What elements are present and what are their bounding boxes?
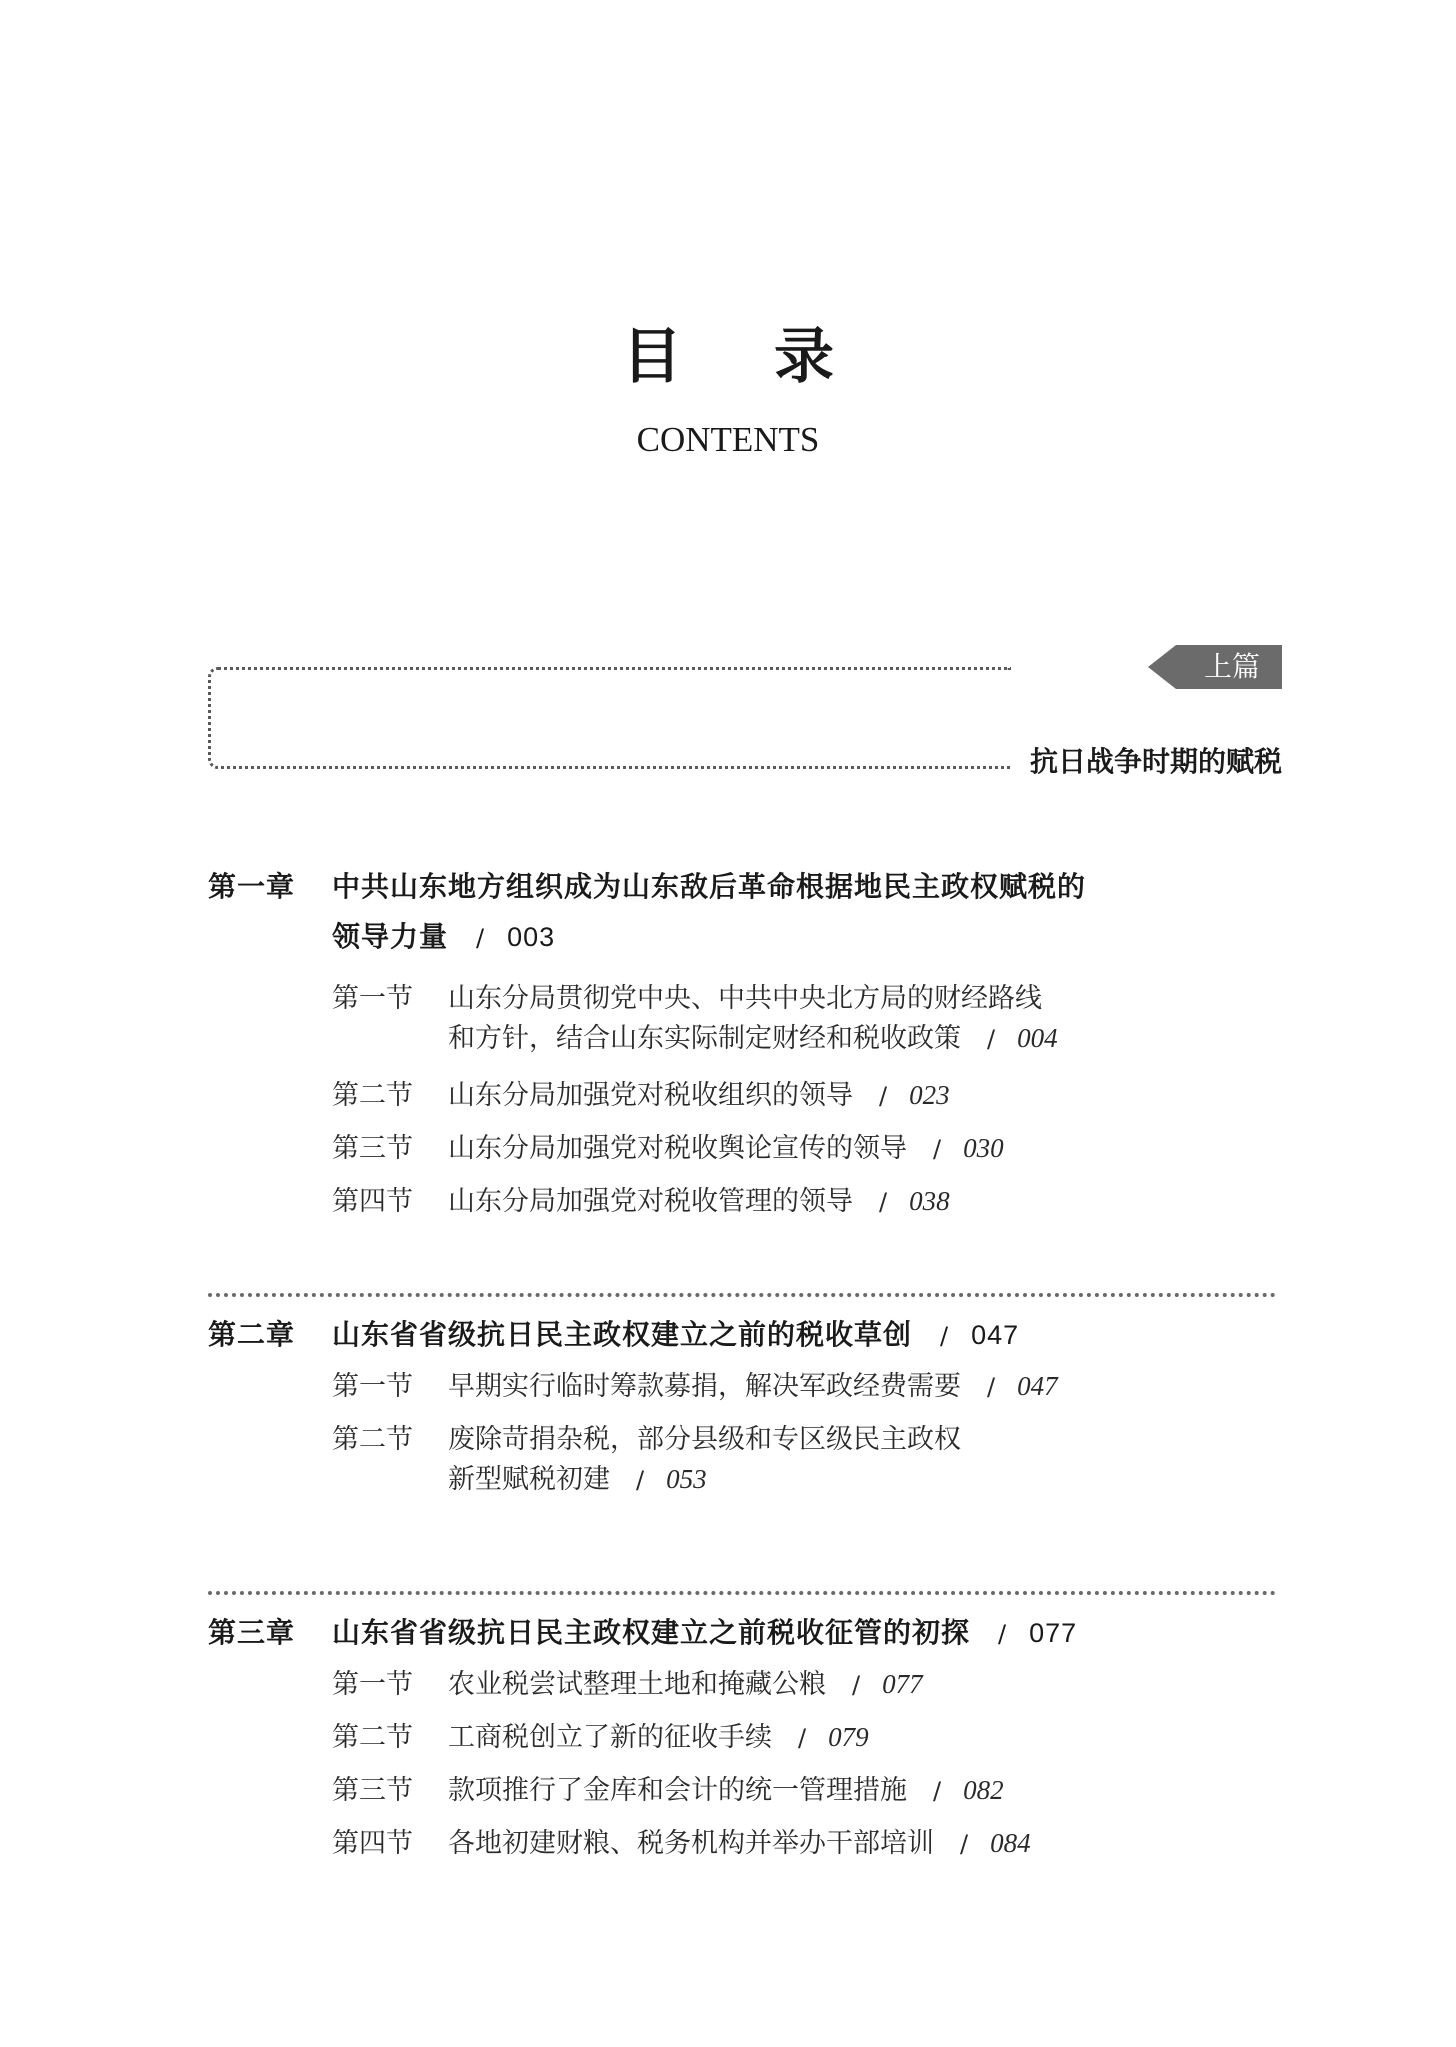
separator: /: [636, 1466, 645, 1494]
chapter-page: 003: [507, 922, 556, 952]
section-row: [208, 972, 1282, 1016]
part-tag-label: 上篇: [1203, 650, 1260, 683]
section-label: 第二节: [332, 1722, 413, 1753]
section-row: [208, 1069, 1282, 1122]
page-subtitle: CONTENTS: [636, 420, 820, 459]
section-page: 079: [828, 1722, 869, 1752]
section-title-line2: 和方针，结合山东实际制定财经和税收政策: [448, 1023, 961, 1054]
section-row: [208, 1711, 1282, 1764]
chapter-3: [208, 1608, 1282, 1870]
chapter-1: [208, 862, 1282, 1228]
separator: /: [879, 1082, 888, 1110]
section-title: 山东分局加强党对税收舆论宣传的领导: [448, 1133, 907, 1164]
chapter-divider: [208, 1591, 1276, 1595]
separator: /: [998, 1620, 1008, 1648]
section-label: 第四节: [332, 1828, 413, 1859]
section-title: 工商税创立了新的征收手续: [448, 1722, 772, 1753]
chapter-page: 077: [1029, 1618, 1078, 1648]
section-row: [208, 1764, 1282, 1817]
section-row: [208, 1658, 1282, 1711]
separator: /: [940, 1322, 950, 1350]
section-title-line1: 废除苛捐杂税，部分县级和专区级民主政权: [448, 1424, 961, 1455]
separator: /: [852, 1671, 861, 1699]
section-row: [208, 1360, 1282, 1413]
section-page: 004: [1017, 1023, 1058, 1053]
section-label: 第二节: [332, 1424, 413, 1455]
part-title: 抗日战争时期的赋税: [1024, 738, 1282, 786]
separator: /: [879, 1188, 888, 1216]
separator: /: [798, 1724, 807, 1752]
section-title: 山东分局加强党对税收管理的领导: [448, 1186, 853, 1217]
section-title-line2: 新型赋税初建: [448, 1464, 610, 1495]
section-title: 山东分局加强党对税收组织的领导: [448, 1080, 853, 1111]
section-page: 084: [990, 1828, 1031, 1858]
section-page: 030: [963, 1133, 1004, 1163]
section-page: 053: [666, 1464, 707, 1494]
section-row: [208, 1817, 1282, 1870]
separator: /: [987, 1025, 996, 1053]
separator: /: [933, 1777, 942, 1805]
part-frame: [208, 667, 1011, 769]
section-label: 第一节: [332, 1669, 413, 1700]
section-title: 农业税尝试整理土地和掩藏公粮: [448, 1669, 826, 1700]
section-row: [208, 1413, 1282, 1457]
section-page: 038: [909, 1186, 950, 1216]
section-title: 早期实行临时筹款募捐，解决军政经费需要: [448, 1371, 961, 1402]
separator: /: [960, 1830, 969, 1858]
section-title: 各地初建财粮、税务机构并举办干部培训: [448, 1828, 934, 1859]
section-page: 082: [963, 1775, 1004, 1805]
part-tag: [1148, 645, 1282, 689]
section-label: 第一节: [332, 1371, 413, 1402]
chapter-divider: [208, 1293, 1276, 1297]
chapter-label: 第一章: [208, 870, 296, 903]
section-label: 第三节: [332, 1133, 413, 1164]
page-title: 目录: [622, 322, 926, 392]
section-row-cont: [208, 1457, 1282, 1501]
chapter-heading: [208, 862, 1282, 912]
chapter-title-line1: 中共山东地方组织成为山东敌后革命根据地民主政权赋税的: [332, 870, 1087, 903]
chapter-title: 山东省省级抗日民主政权建立之前的税收草创: [332, 1318, 913, 1351]
separator: /: [987, 1373, 996, 1401]
section-page: 077: [882, 1669, 923, 1699]
chapter-2: [208, 1310, 1282, 1501]
chapter-title-line2: 领导力量: [332, 920, 449, 953]
section-page: 023: [909, 1080, 950, 1110]
chapter-page: 047: [971, 1320, 1020, 1350]
chapter-heading-cont: [208, 912, 1282, 968]
section-row: [208, 1175, 1282, 1228]
section-label: 第一节: [332, 983, 413, 1014]
separator: /: [476, 924, 486, 952]
section-page: 047: [1017, 1371, 1058, 1401]
section-label: 第二节: [332, 1080, 413, 1111]
chapter-title: 山东省省级抗日民主政权建立之前税收征管的初探: [332, 1616, 971, 1649]
section-title: 款项推行了金库和会计的统一管理措施: [448, 1775, 907, 1806]
chapter-heading: [208, 1608, 1282, 1658]
section-title-line1: 山东分局贯彻党中央、中共中央北方局的财经路线: [448, 983, 1042, 1014]
section-label: 第四节: [332, 1186, 413, 1217]
section-label: 第三节: [332, 1775, 413, 1806]
section-row: [208, 1122, 1282, 1175]
chapter-label: 第二章: [208, 1318, 296, 1351]
separator: /: [933, 1135, 942, 1163]
chapter-label: 第三章: [208, 1616, 296, 1649]
chapter-heading: [208, 1310, 1282, 1360]
section-row-cont: [208, 1016, 1282, 1069]
